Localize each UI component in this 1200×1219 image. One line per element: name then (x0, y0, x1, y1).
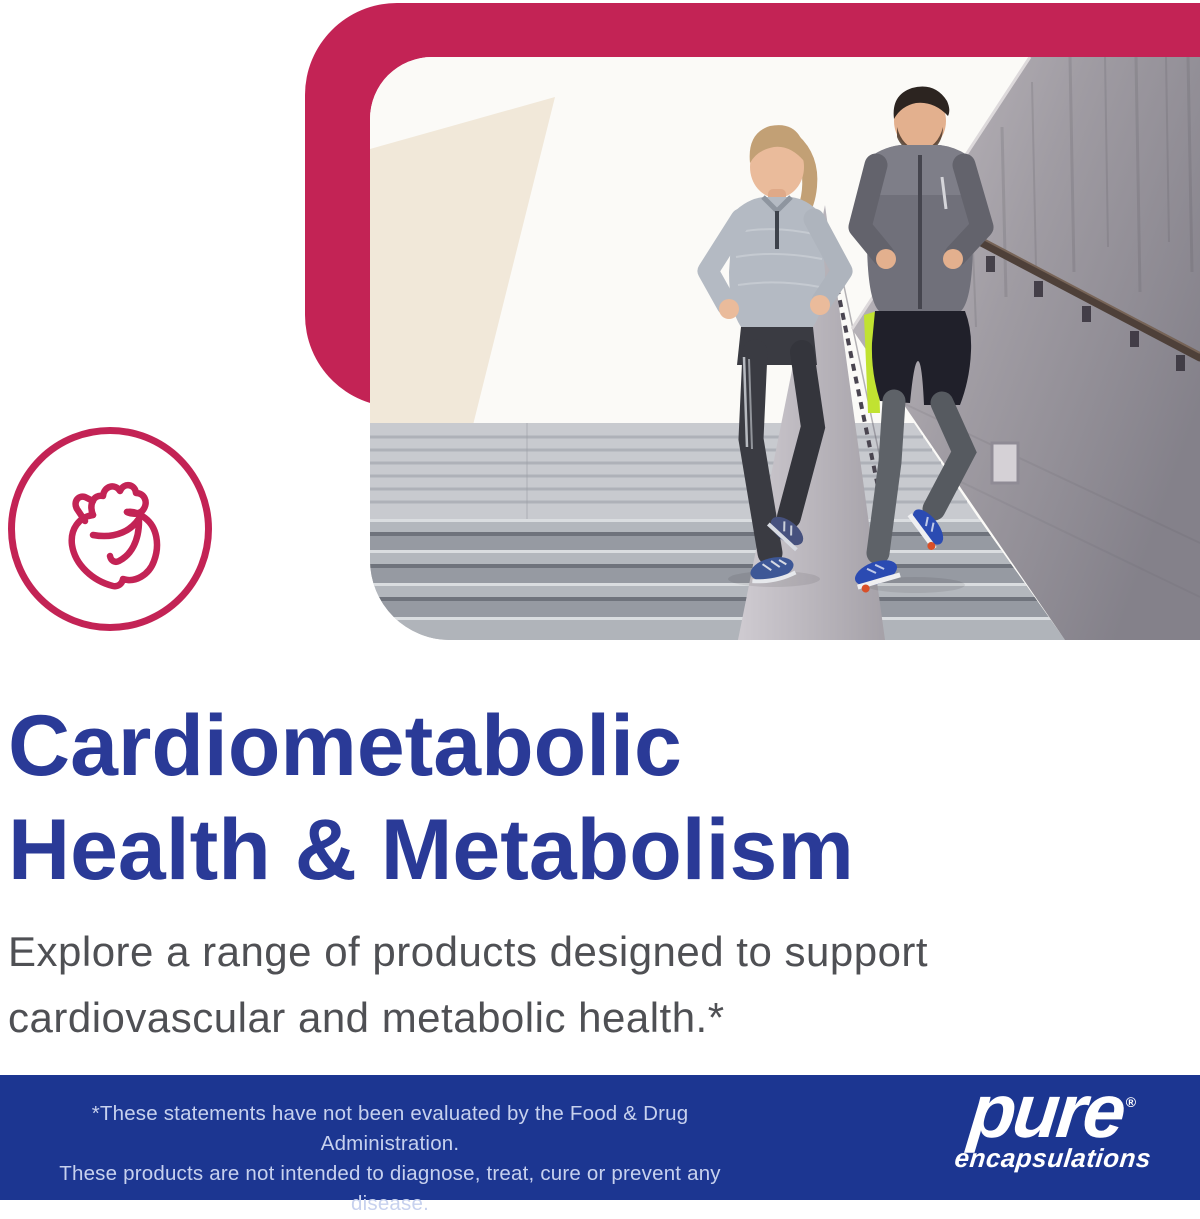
pure-encapsulations-logo (938, 1069, 1168, 1173)
footer-bar (0, 1069, 1200, 1215)
registered-trademark-icon: ® (1125, 1094, 1137, 1110)
joggers-stairs-illustration (370, 57, 1200, 640)
headline-line-1: Cardiometabolic (8, 698, 682, 794)
wall-window (992, 443, 1018, 483)
disclaimer-line-1: *These statements have not been evaluated by the Food & Drug Administration. (91, 1102, 689, 1155)
headline-line-2: Health & Metabolism (8, 802, 854, 898)
disclaimer-line-2: These products are not intended to diagnose, treat, cure or prevent any disease. (59, 1162, 721, 1215)
fda-disclaimer (30, 1099, 750, 1219)
page-title (8, 694, 854, 902)
logo-word-pure: pure (965, 1069, 1128, 1154)
subtitle-line-2: cardiovascular and metabolic health.* (8, 994, 725, 1041)
anatomical-heart-icon (51, 465, 169, 593)
subtitle (8, 919, 928, 1051)
logo-word-encapsulations: encapsulations (953, 1143, 1153, 1173)
cardio-heart-badge (8, 427, 212, 631)
subtitle-line-1: Explore a range of products designed to support (8, 928, 929, 975)
hero-photo (370, 57, 1200, 640)
